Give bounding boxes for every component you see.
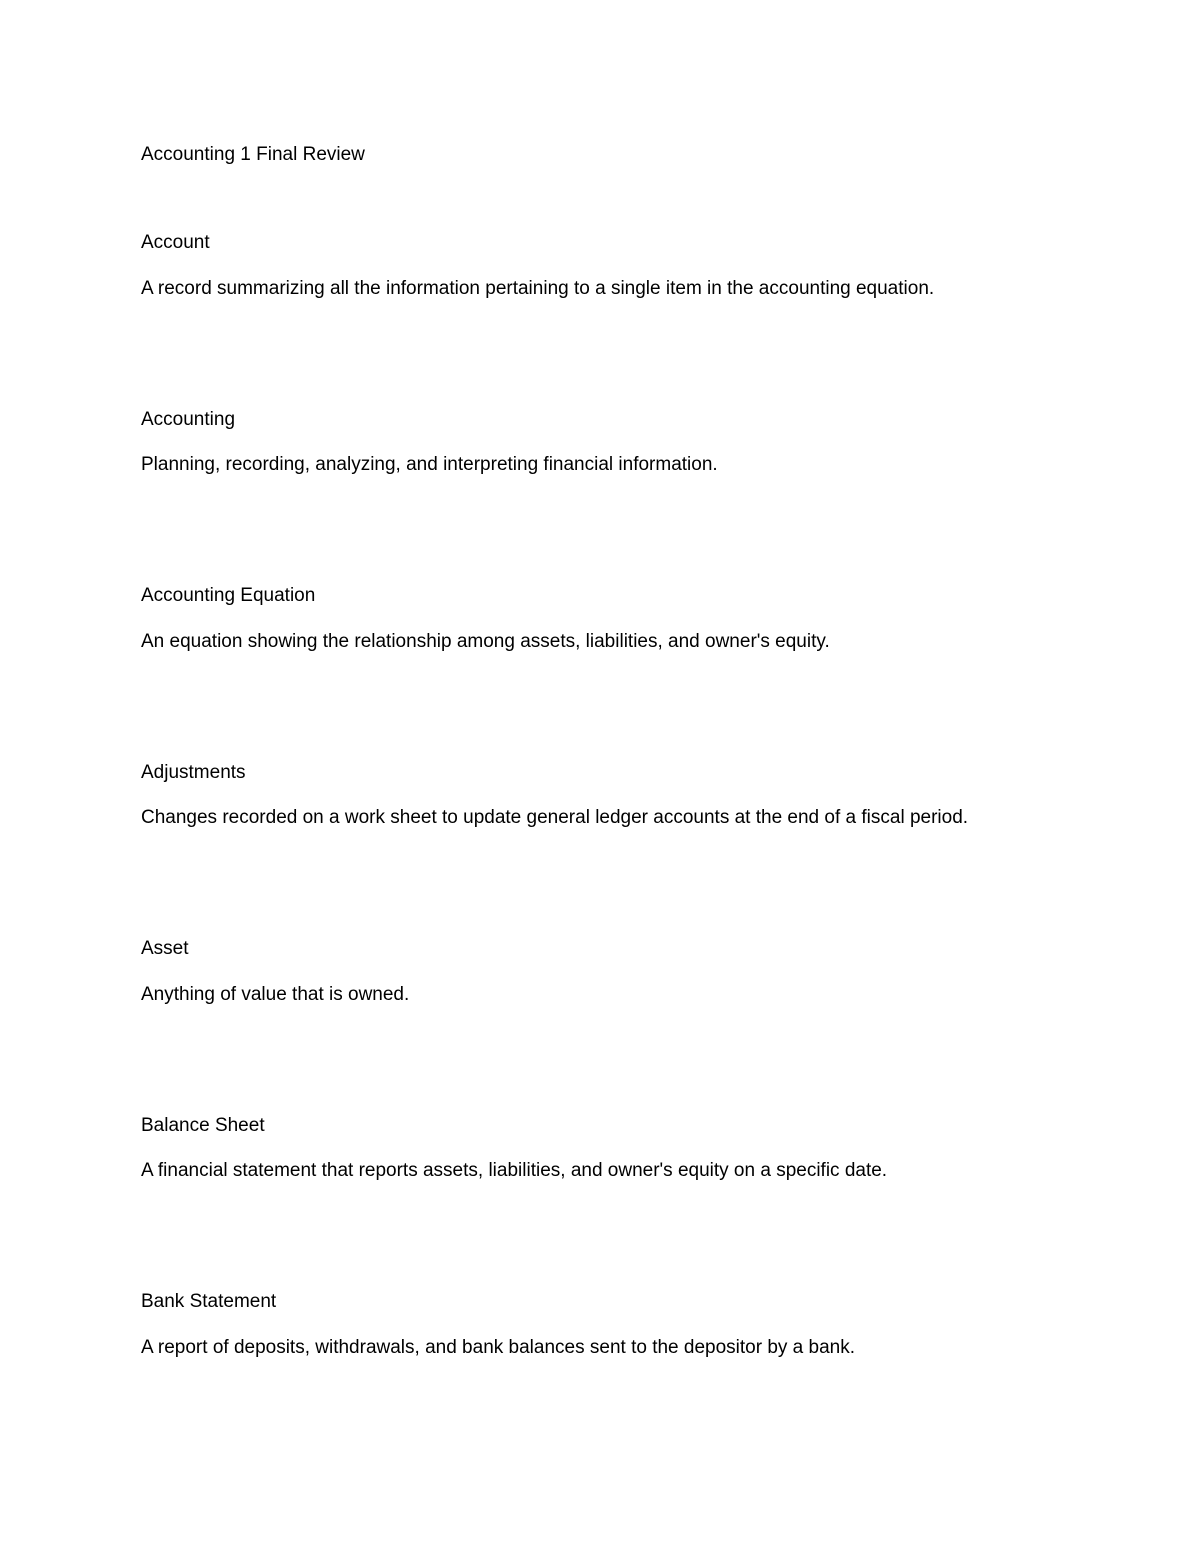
glossary-definition: Anything of value that is owned. <box>141 984 410 1005</box>
glossary-definition: A report of deposits, withdrawals, and bank balances sent to the depositor by a bank. <box>141 1337 855 1358</box>
glossary-term: Bank Statement <box>141 1291 277 1312</box>
glossary-term: Balance Sheet <box>141 1115 265 1136</box>
glossary-definition: A financial statement that reports assets, liabilities, and owner's equity on a specific date. <box>141 1160 888 1181</box>
glossary-term: Account <box>141 232 210 253</box>
glossary-definition: An equation showing the relationship among assets, liabilities, and owner's equity. <box>141 631 830 652</box>
glossary-term: Accounting Equation <box>141 585 316 606</box>
glossary-definition: Changes recorded on a work sheet to update general ledger accounts at the end of a fiscal period. <box>141 807 969 828</box>
glossary-term: Asset <box>141 938 189 959</box>
glossary-term: Adjustments <box>141 762 246 783</box>
glossary-definition: A record summarizing all the information pertaining to a single item in the accounting equation. <box>141 278 935 299</box>
glossary-definition: Planning, recording, analyzing, and interpreting financial information. <box>141 454 718 475</box>
document-title: Accounting 1 Final Review <box>141 144 365 165</box>
glossary-term: Accounting <box>141 409 236 430</box>
